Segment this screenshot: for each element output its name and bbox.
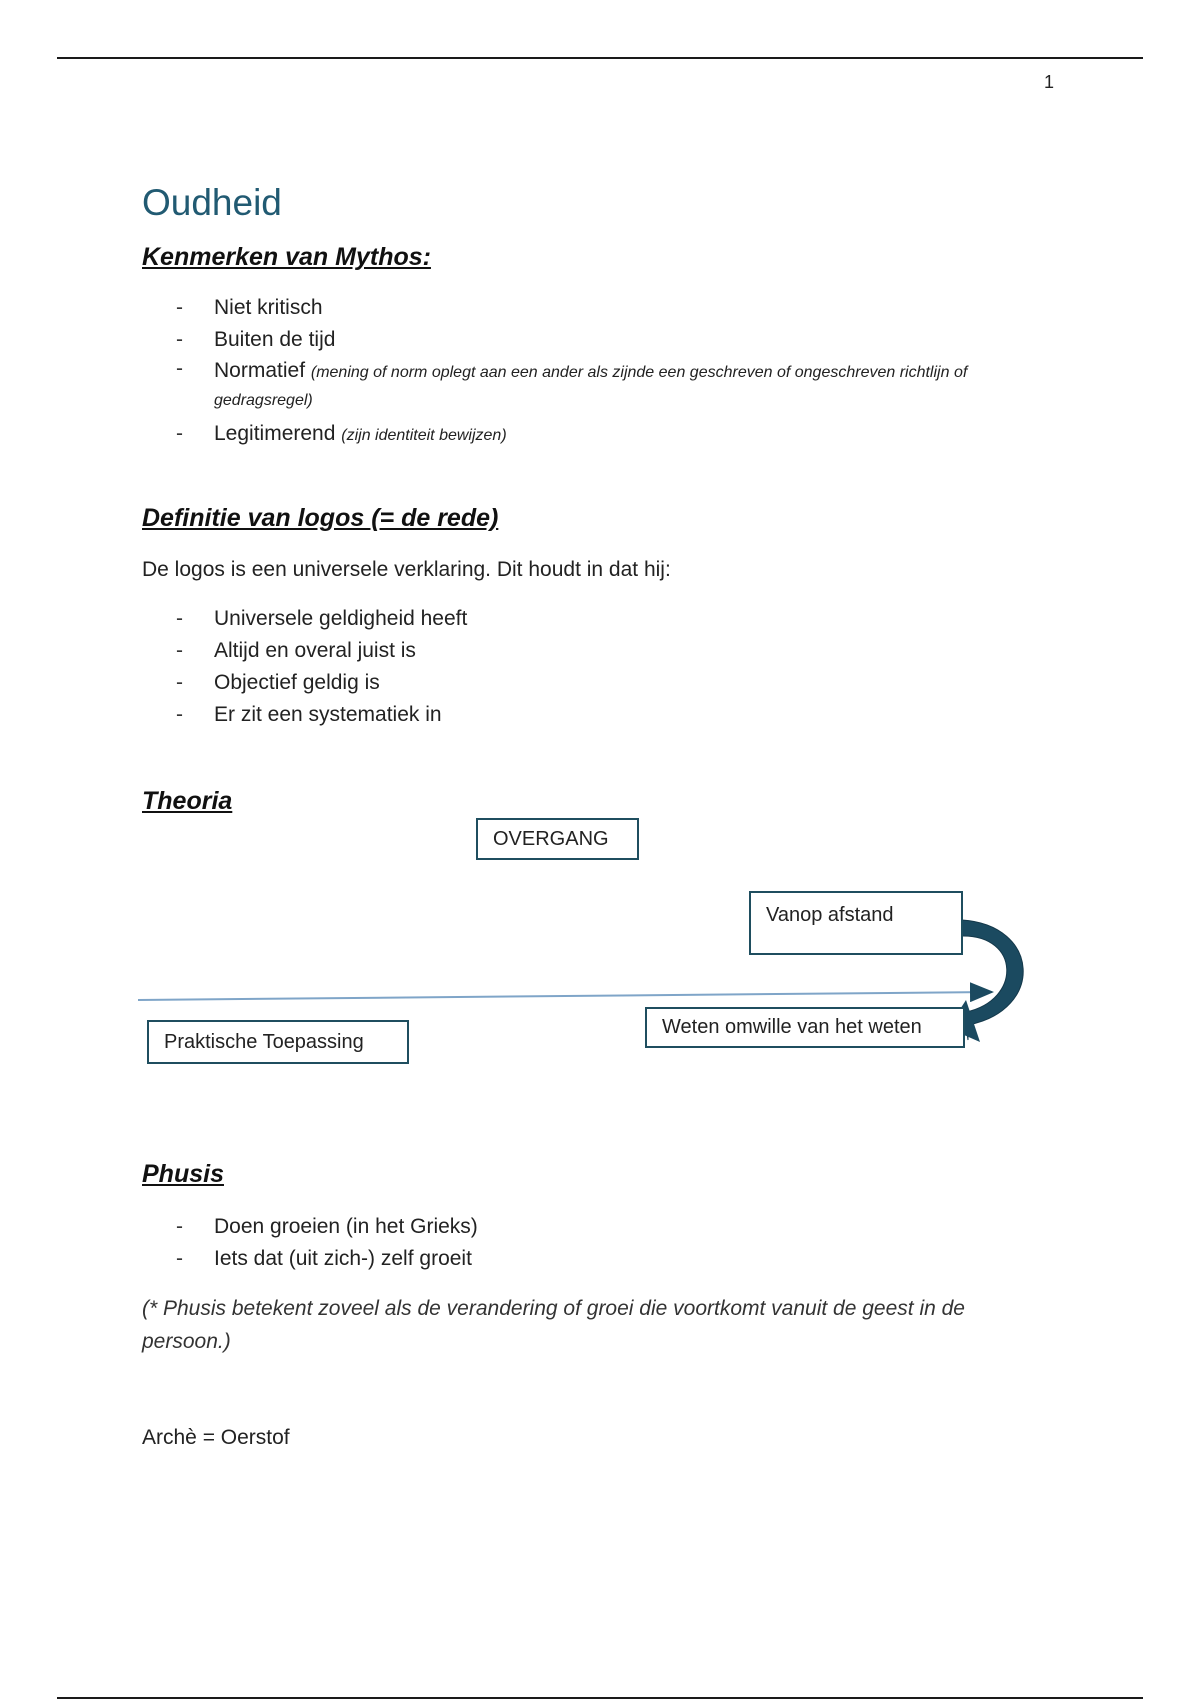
curved-arrow-body xyxy=(962,920,1023,1040)
page-number: 1 xyxy=(1044,72,1055,92)
page-title: Oudheid xyxy=(142,182,282,223)
list-item: - Legitimerend (zijn identiteit bewijzen) xyxy=(176,418,1036,452)
list-item: - Iets dat (uit zich-) zelf groeit xyxy=(176,1243,478,1275)
list-item: - Er zit een systematiek in xyxy=(176,699,467,731)
list-item: - Niet kritisch xyxy=(176,292,1036,324)
footer-rule xyxy=(57,1697,1143,1699)
progression-arrow xyxy=(138,992,992,1000)
phusis-note: (* Phusis betekent zoveel als de verandering of groei die voortkomt vanuit de geest in de persoon.) xyxy=(142,1297,965,1353)
weten-box: Weten omwille van het weten xyxy=(645,1007,965,1048)
overgang-box: OVERGANG xyxy=(476,818,639,860)
list-item: - Normatief (mening of norm oplegt aan een ander als zijnde een geschreven of ongeschreven richtlijn of gedragsregel) xyxy=(176,356,1036,418)
list-item: - Buiten de tijd xyxy=(176,324,1036,356)
logos-heading: Definitie van logos (= de rede) xyxy=(142,504,499,532)
theoria-heading: Theoria xyxy=(142,787,233,815)
arche-definition: Archè = Oerstof xyxy=(142,1426,290,1449)
phusis-list xyxy=(176,1211,478,1275)
phusis-heading: Phusis xyxy=(142,1160,224,1188)
vanop-afstand-box: Vanop afstand xyxy=(749,891,963,955)
header-rule xyxy=(57,57,1143,59)
mythos-heading: Kenmerken van Mythos: xyxy=(142,243,431,271)
normatief-note: (mening of norm oplegt aan een ander als zijnde een geschreven of ongeschreven richtlijn of gedragsregel) xyxy=(214,364,968,409)
legitimerend-note: (zijn identiteit bewijzen) xyxy=(341,427,507,444)
list-item: - Objectief geldig is xyxy=(176,667,467,699)
logos-list xyxy=(176,603,467,731)
praktische-toepassing-box: Praktische Toepassing xyxy=(147,1020,409,1064)
list-item: - Altijd en overal juist is xyxy=(176,635,467,667)
mythos-list xyxy=(176,292,1036,452)
list-item: - Doen groeien (in het Grieks) xyxy=(176,1211,478,1243)
logos-intro: De logos is een universele verklaring. Dit houdt in dat hij: xyxy=(142,558,671,581)
list-item: - Universele geldigheid heeft xyxy=(176,603,467,635)
